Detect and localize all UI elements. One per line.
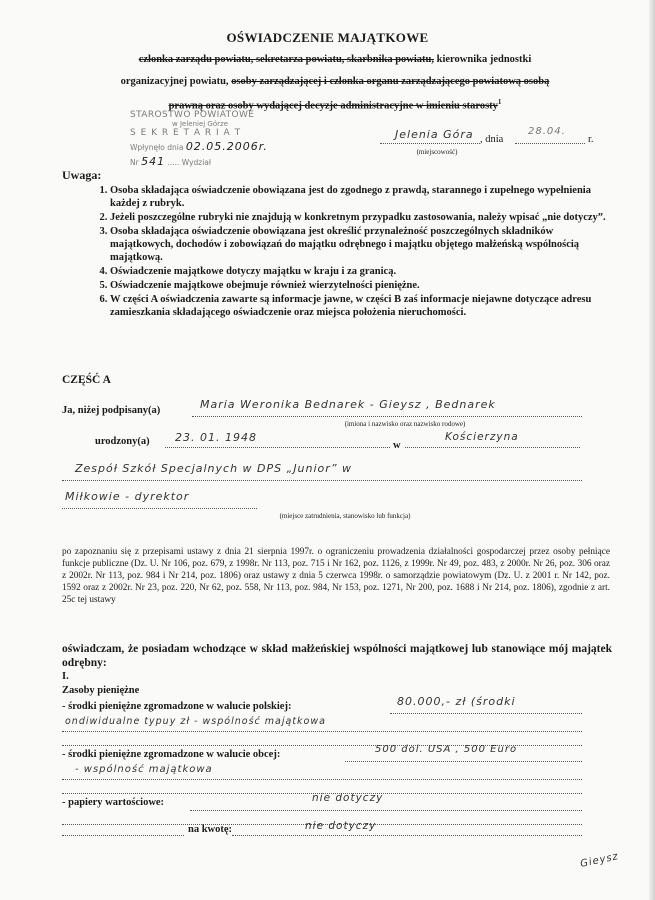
uwaga-item: 4. Oświadczenie majątkowe dotyczy majątku w kraju i za granicą.	[110, 265, 617, 278]
header-line-1-plain: kierownika jednostki	[434, 54, 532, 65]
header-line-3-struck: prawną oraz osoby wydającej decyzje administracyjne w imieniu starosty	[168, 100, 498, 112]
stamp-line-1: STAROSTWO POWIATOWE	[130, 110, 255, 120]
declarant-label: Ja, niżej podpisany(a)	[62, 405, 161, 416]
document-title: OŚWIADCZENIE MAJĄTKOWE	[226, 30, 429, 45]
securities-label: - papiery wartościowe:	[62, 797, 165, 808]
section-i-heading: Zasoby pieniężne	[62, 685, 140, 696]
header-line-1	[40, 52, 630, 68]
amount-value: nie dotyczy	[305, 820, 377, 832]
declarant-name-value: Maria Weronika Bednarek - Gieysz , Bednarek	[200, 398, 496, 411]
stamp-line-2: w Jeleniej Górze	[172, 120, 228, 128]
stamp-line-3: S E K R E T A R I A T	[130, 128, 242, 138]
amount-label: na kwotę:	[188, 824, 233, 835]
workplace-caption: (miejsce zatrudnienia, stanowisko lub funkcja)	[279, 512, 411, 520]
declaration-text: oświadczam, że posiadam wchodzące w skład małżeńskiej wspólności majątkowej lub stanowiące mój majątek odrębny:	[62, 643, 612, 669]
date-label: , dnia	[480, 134, 504, 145]
header-line-3	[40, 94, 630, 115]
born-place-value: Kościerzyna	[445, 431, 519, 443]
legal-basis-text: po zapoznaniu się z przepisami ustawy z dnia 21 sierpnia 1997r. o ograniczeniu prowadzenia działalności gospodarczej przez osoby pełniące funkcje publiczne (Dz. U. Nr 106, poz. 679, z 1998r. Nr 113, poz. 715 i Nr 162, poz. 1126, z 1999r. Nr 49, poz. 483, z 2000r. Nr 26, poz. 306 oraz z 2002r. Nr 113, poz. 984 i Nr 214, poz. 1806) oraz ustawy z dnia 5 czerwca 1998r. o samorządzie powiatowym (Dz. U. z 2001 r. Nr 142, poz. 1592 oraz z 2002r. Nr 23, poz. 220, Nr 62, poz. 558, Nr 113, poz. 984, Nr 153, poz. 1271, Nr 200, poz. 1688 i Nr 214, poz. 1806), zgodnie z art. 25c tej ustawy	[62, 547, 610, 605]
place-value: Jelenia Góra	[395, 128, 474, 141]
uwaga-item: 5. Oświadczenie majątkowe obejmuje również wierzytelności pieniężne.	[110, 279, 617, 292]
pln-funds-value-line-2: ondiwidualne typuy zł - wspólność majątkowa	[65, 716, 326, 727]
stamp-received-label: Wpłynęło dnia	[130, 143, 184, 152]
pln-funds-label: - środki pieniężne zgromadzone w walucie polskiej:	[62, 701, 292, 712]
header-line-1-struck: członka zarządu powiatu, sekretarza powiatu, skarbnika powiatu,	[138, 54, 435, 65]
born-in-label: w	[393, 440, 401, 451]
securities-value: nie dotyczy	[312, 792, 384, 804]
pln-funds-value-line-1: 80.000,- zł (środki	[397, 695, 516, 708]
foreign-funds-value-line-1: 500 dol. USA , 500 Euro	[375, 744, 518, 755]
year-suffix: r.	[588, 134, 594, 145]
born-label: urodzony(a)	[95, 436, 150, 447]
header-line-2	[40, 74, 630, 90]
scan-page-edge	[649, 0, 655, 900]
workplace-value-line-1: Zespół Szkół Specjalnych w DPS „Junior” w	[75, 462, 353, 475]
foreign-funds-label: - środki pieniężne zgromadzone w walucie obcej:	[62, 749, 281, 760]
czesc-a-heading: CZĘŚĆ A	[62, 374, 111, 386]
stamp-number-value: 541	[141, 155, 166, 168]
stamp-number-label: Nr	[130, 158, 139, 167]
date-value: 28.04.	[528, 126, 566, 137]
uwaga-heading: Uwaga:	[62, 168, 102, 182]
header-footnote-mark: 1	[497, 98, 502, 106]
uwaga-item: 1. Osoba składająca oświadczenie obowiązana jest do zgodnego z prawdą, starannego i zupełnego wypełnienia każdej z rubryk.	[110, 184, 617, 210]
uwaga-item: 6. W części A oświadczenia zawarte są informacje jawne, w części B zaś informacje niejawne dotyczące adresu zamieszkania składającego oświadczenie oraz miejsca położenia nieruchomości.	[110, 293, 617, 319]
place-caption: (miejscowość)	[416, 148, 458, 156]
workplace-value-line-2: Miłkowie - dyrektor	[65, 490, 190, 503]
born-date-value: 23. 01. 1948	[175, 431, 257, 444]
section-i-number: I.	[62, 671, 69, 682]
header-line-2-plain: organizacyjnej powiatu,	[120, 76, 232, 87]
uwaga-item: 2. Jeżeli poszczególne rubryki nie znajdują w konkretnym przypadku zastosowania, należy wpisać „nie dotyczy”.	[110, 211, 617, 224]
stamp-received-date: 02.05.2006r.	[185, 140, 268, 153]
name-caption: (imiona i nazwisko oraz nazwisko rodowe)	[344, 420, 466, 428]
uwaga-item: 3. Osoba składająca oświadczenie obowiązana jest określić przynależność poszczególnych składników majątkowych, dochodów i zobowiązań do majątku odrębnego i majątku objętego małżeńską wspólnością majątkową.	[110, 225, 617, 264]
initials-signature: Gieysz	[579, 851, 620, 870]
stamp-number-suffix: ..... Wydział	[167, 158, 212, 167]
header-line-2-struck: osoby zarządzającej i członka organu zarządzającego powiatową osobą	[231, 76, 550, 87]
uwaga-list	[90, 184, 617, 320]
registry-stamp	[130, 110, 290, 168]
foreign-funds-value-line-2: - wspólność majątkowa	[75, 764, 213, 775]
